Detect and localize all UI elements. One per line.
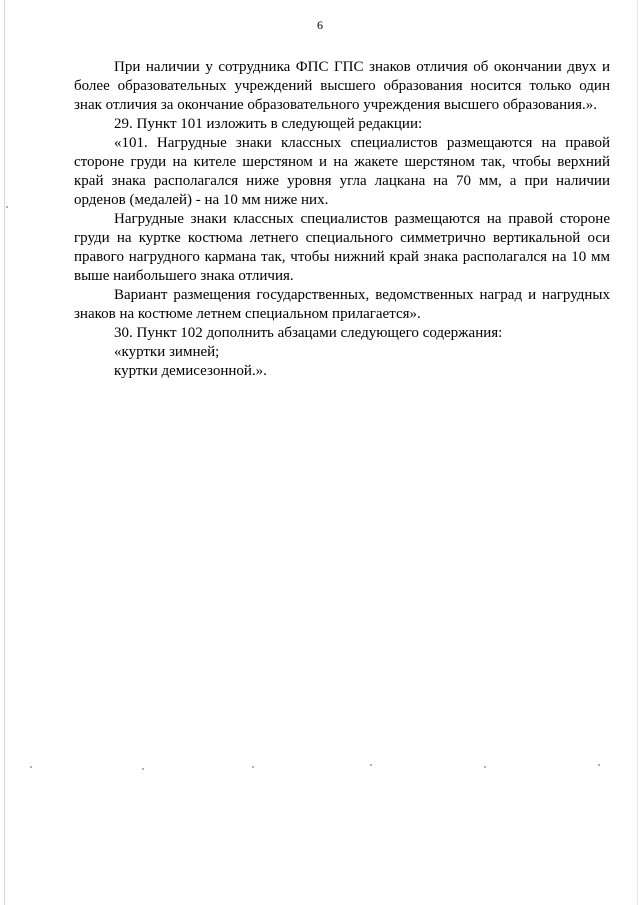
paragraph: Вариант размещения государственных, ведомственных наград и нагрудных знаков на костюме летнем специальном прилагается».	[74, 287, 610, 322]
scan-speck	[30, 766, 32, 768]
scan-edge-right	[637, 0, 638, 905]
paragraph: «101. Нагрудные знаки классных специалистов размещаются на правой стороне груди на кителе шерстяном и на жакете шерстяном так, чтобы верхний край знака располагался ниже уровня угла лацкана на 70 мм, а при наличии орденов (медалей) - на 10 мм ниже них.	[74, 135, 610, 208]
paragraph: 29. Пункт 101 изложить в следующей редакции:	[114, 116, 423, 132]
document-body	[74, 58, 610, 381]
paragraph: Нагрудные знаки классных специалистов размещаются на правой стороне груди на куртке костюма летнего специального симметрично вертикальной оси правого нагрудного кармана так, чтобы нижний край знака располагался на 10 мм выше наибольшего знака отличия.	[74, 211, 610, 284]
scan-speck	[252, 766, 254, 768]
scan-speck	[598, 764, 600, 766]
paragraph: «куртки зимней;	[114, 344, 220, 360]
scan-edge-left	[4, 0, 5, 905]
paragraph: куртки демисезонной.».	[114, 363, 267, 379]
scan-speck	[6, 206, 8, 208]
scan-speck	[142, 768, 144, 770]
scan-speck	[370, 764, 372, 766]
paragraph: При наличии у сотрудника ФПС ГПС знаков отличия об окончании двух и более образовательных учреждений высшего образования носится только один знак отличия за окончание образовательного учреждения высшего образования.».	[74, 59, 610, 113]
scan-speck	[484, 766, 486, 768]
page-number: 6	[317, 18, 323, 32]
paragraph: 30. Пункт 102 дополнить абзацами следующего содержания:	[114, 325, 503, 341]
